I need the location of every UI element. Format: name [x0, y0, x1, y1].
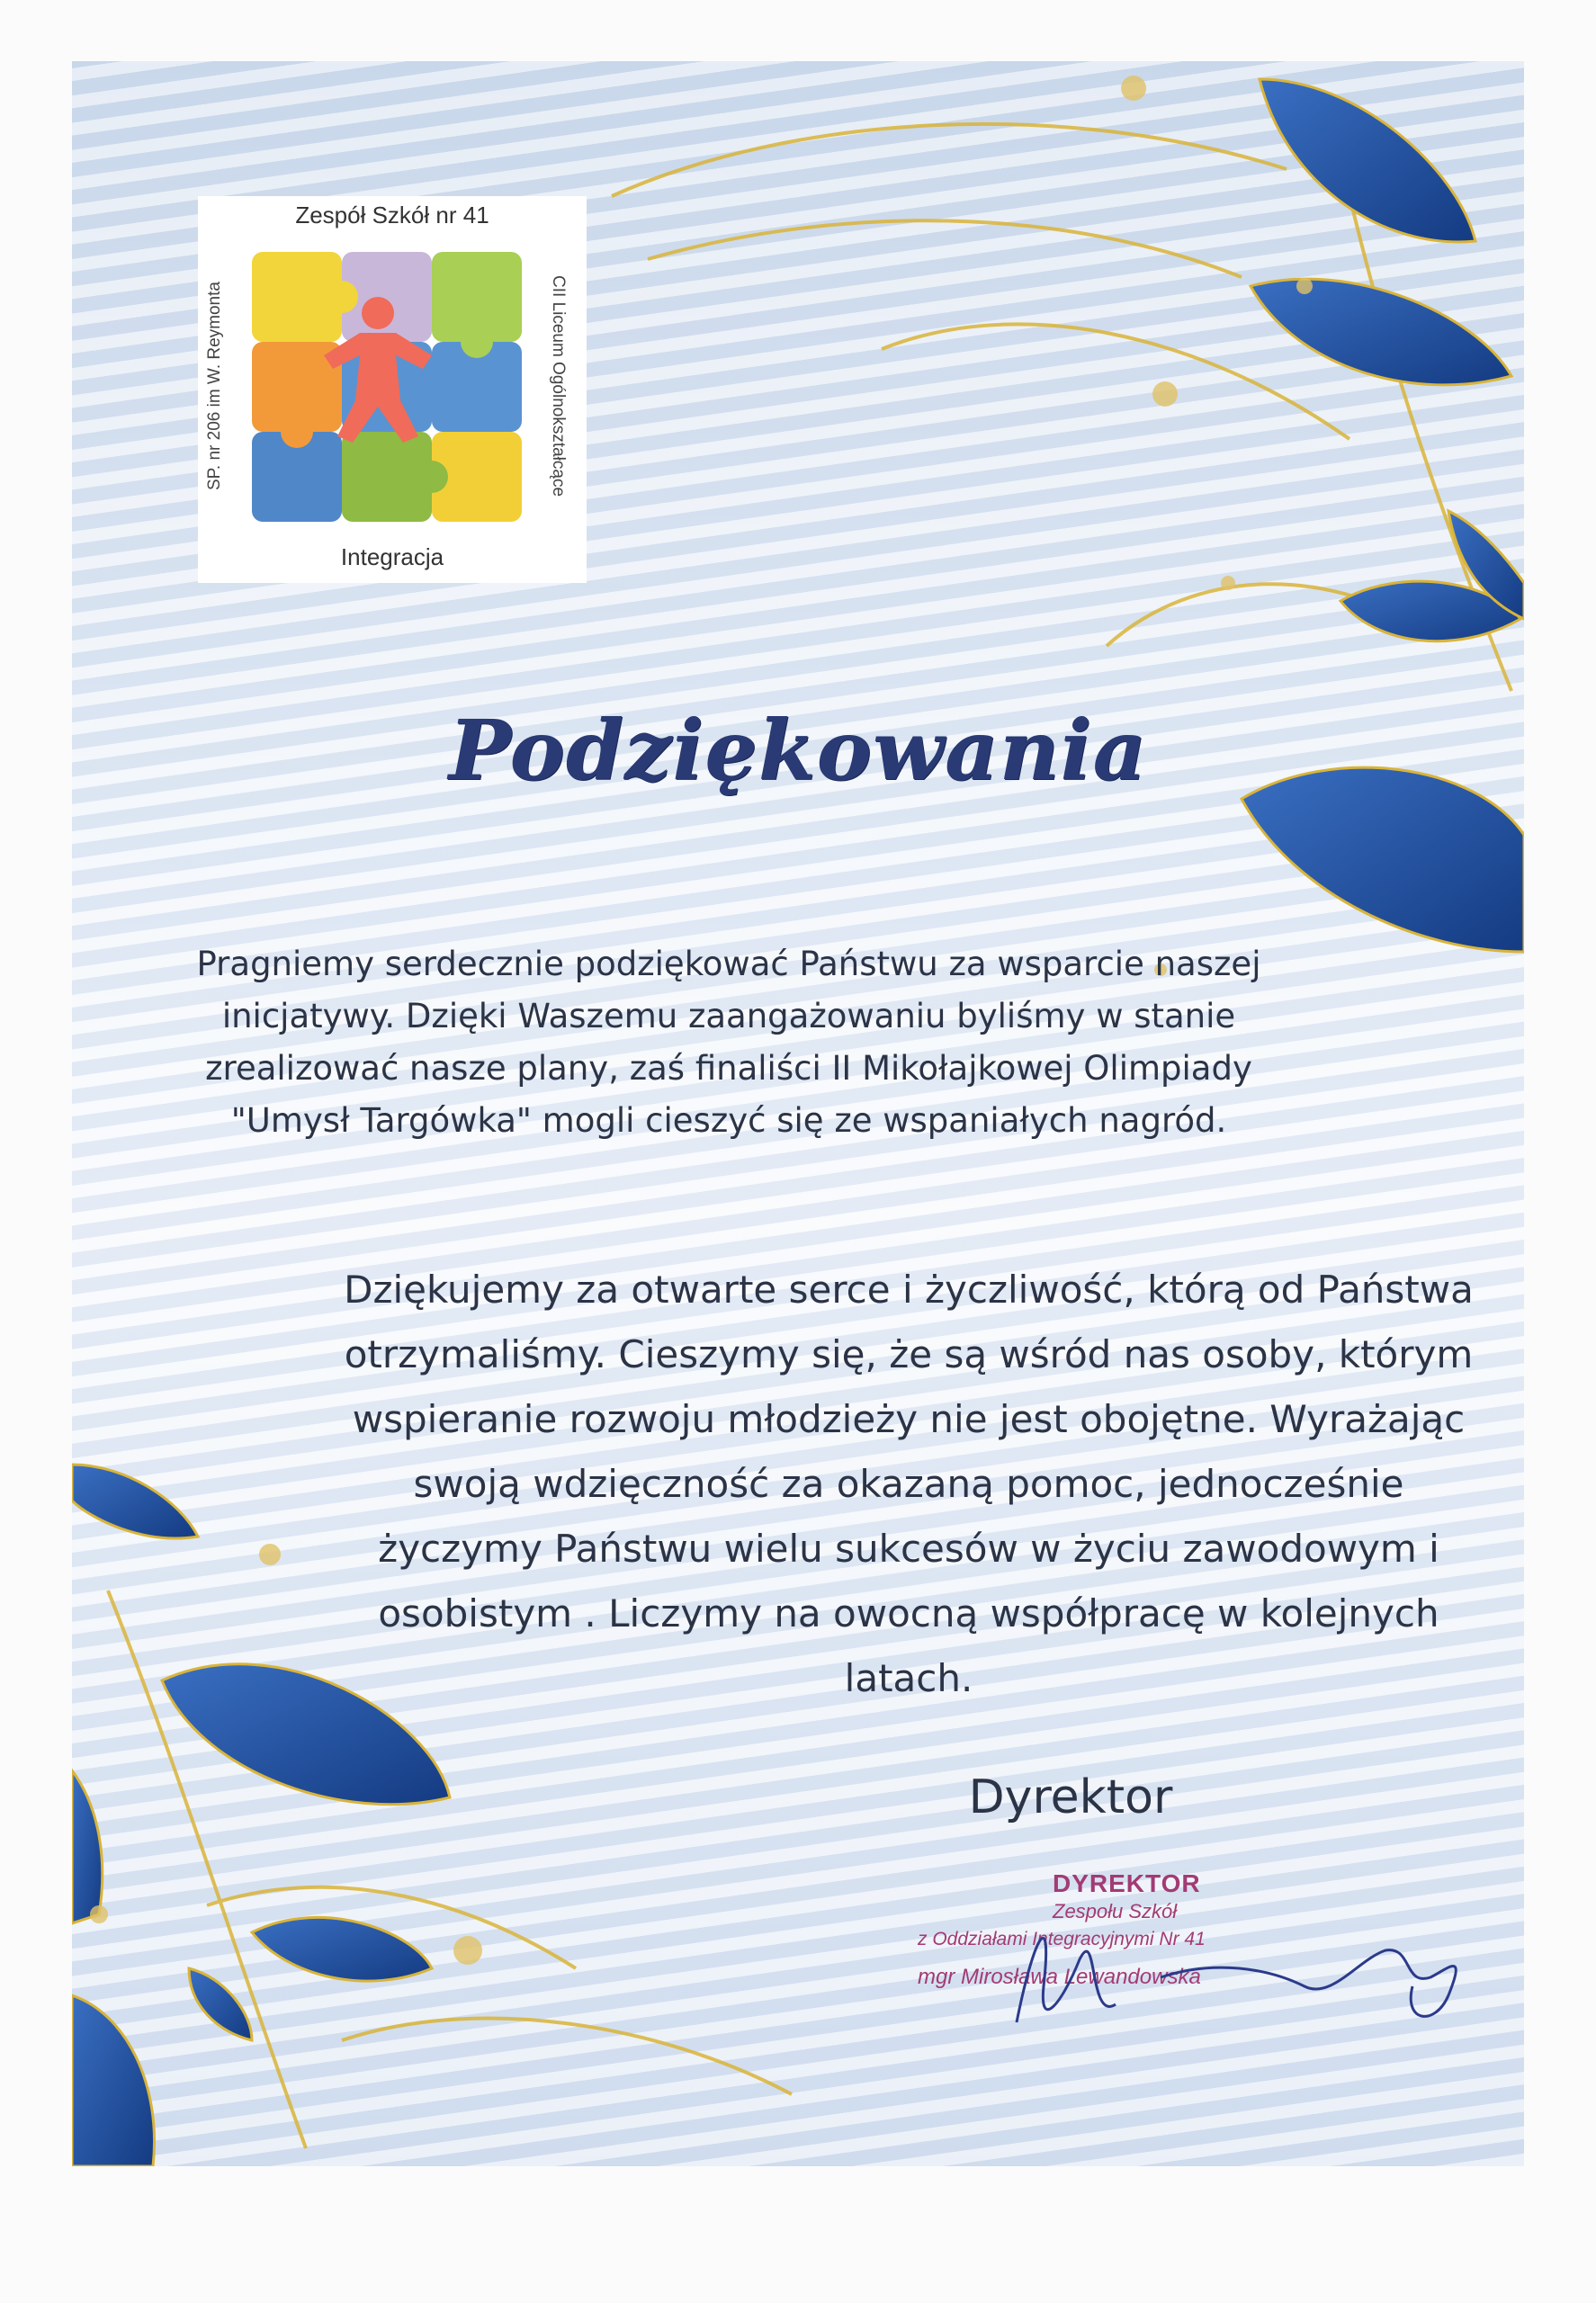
logo-school-name: Zespół Szkół nr 41: [295, 202, 489, 229]
puzzle-icon: [243, 243, 540, 540]
logo-right-text: CII Liceum Ogólnokształcące: [549, 274, 568, 497]
handwritten-signature: [981, 1878, 1484, 2058]
stamp-name: mgr Mirosława Lewandowska: [918, 1965, 1201, 1989]
paragraph-intro: Pragniemy serdecznie podziękować Państwu za wsparcie naszej inicjatywy. Dzięki Waszemu zaangażowaniu byliśmy w stanie zrealizować nasze plany, zaś finaliści II Mikołajkowej Olimpiady "Umysł Targówka" mogli cieszyć się ze wspaniałych nagród.: [196, 945, 1261, 1140]
signatory-title: Dyrektor: [968, 1770, 1173, 1824]
page-title: Podziękowania: [448, 702, 1148, 799]
logo-caption: Integracja: [340, 543, 444, 570]
certificate-sheet: [72, 61, 1524, 2166]
stamp-line-2: Zespołu Szkół: [1053, 1900, 1178, 1922]
logo-left-text: SP. nr 206 im W. Reymonta: [205, 282, 224, 490]
paragraph-thanks: Dziękujemy za otwarte serce i życzliwość, którą od Państwa otrzymaliśmy. Cieszymy się, że są wśród nas osoby, którym wspieranie rozwoju młodzieży nie jest obojętne. Wyrażając swoją wdzięczność za okazaną pomoc, jednocześnie życzymy Państwu wielu sukcesów w życiu zawodowym i osobistym . Liczymy na owocną współpracę w kolejnych latach.: [344, 1268, 1474, 1700]
stamp-line-3: z Oddziałami Integracyjnymi Nr 41: [918, 1929, 1206, 1949]
stamp-title: DYREKTOR: [1053, 1869, 1201, 1897]
school-logo: [198, 196, 587, 583]
